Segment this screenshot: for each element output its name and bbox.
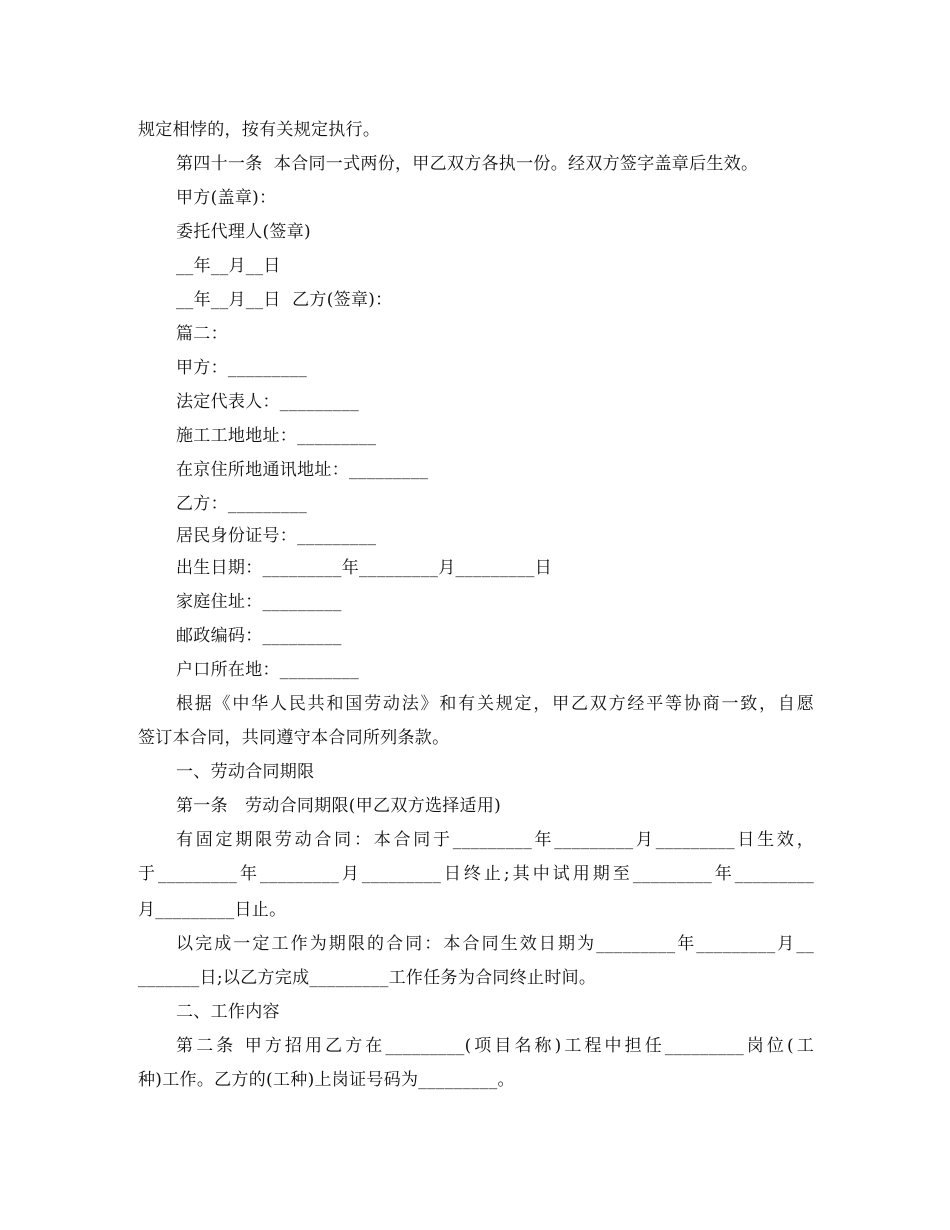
text-line-12: 乙方：_________ (176, 494, 308, 514)
text-line-24: 月_________日止。 (138, 900, 287, 920)
text-line-13: 居民身份证号：_________ (176, 526, 377, 546)
text-line-1: 规定相悖的，按有关规定执行。 (138, 120, 381, 140)
text-line-8: 甲方：_________ (176, 358, 308, 378)
text-line-22: 有固定期限劳动合同：本合同于_________年_________月_________日生效， (176, 830, 814, 850)
text-line-11: 在京住所地通讯地址：_________ (176, 460, 429, 480)
text-line-17: 户口所在地：_________ (176, 660, 359, 680)
text-line-5: __年__月__日 (176, 256, 281, 276)
text-line-3: 甲方(盖章)： (176, 188, 277, 208)
text-line-6: __年__月__日 乙方(签章)： (176, 290, 393, 310)
text-line-2: 第四十一条 本合同一式两份，甲乙双方各执一份。经双方签字盖章后生效。 (176, 154, 759, 174)
text-line-23: 于_________年_________月_________日终止;其中试用期至_________年_________ (138, 864, 814, 884)
text-line-25: 以完成一定工作为期限的合同：本合同生效日期为_________年_________月__ (176, 934, 814, 954)
text-line-21: 第一条 劳动合同期限(甲乙双方选择适用) (176, 796, 502, 816)
text-line-16: 邮政编码：_________ (176, 626, 342, 646)
text-line-19: 签订本合同，共同遵守本合同所列条款。 (138, 728, 450, 748)
text-line-9: 法定代表人：_________ (176, 392, 359, 412)
text-line-14: 出生日期：_________年_________月_________日 (176, 558, 552, 578)
text-line-15: 家庭住址：_________ (176, 592, 342, 612)
text-line-20: 一、劳动合同期限 (176, 762, 315, 782)
text-line-10: 施工工地地址：_________ (176, 426, 377, 446)
text-line-26: _______日;以乙方完成_________工作任务为合同终止时间。 (138, 968, 597, 988)
text-line-18: 根据《中华人民共和国劳动法》和有关规定，甲乙双方经平等协商一致，自愿 (176, 694, 814, 714)
text-line-7: 篇二： (176, 324, 228, 344)
text-line-27: 二、工作内容 (176, 1002, 280, 1022)
text-line-29: 种)工作。乙方的(工种)上岗证号码为_________。 (138, 1070, 515, 1090)
text-line-4: 委托代理人(签章) (176, 222, 311, 242)
text-line-28: 第二条 甲方招用乙方在_________(项目名称)工程中担任_________岗位(工 (176, 1036, 814, 1056)
